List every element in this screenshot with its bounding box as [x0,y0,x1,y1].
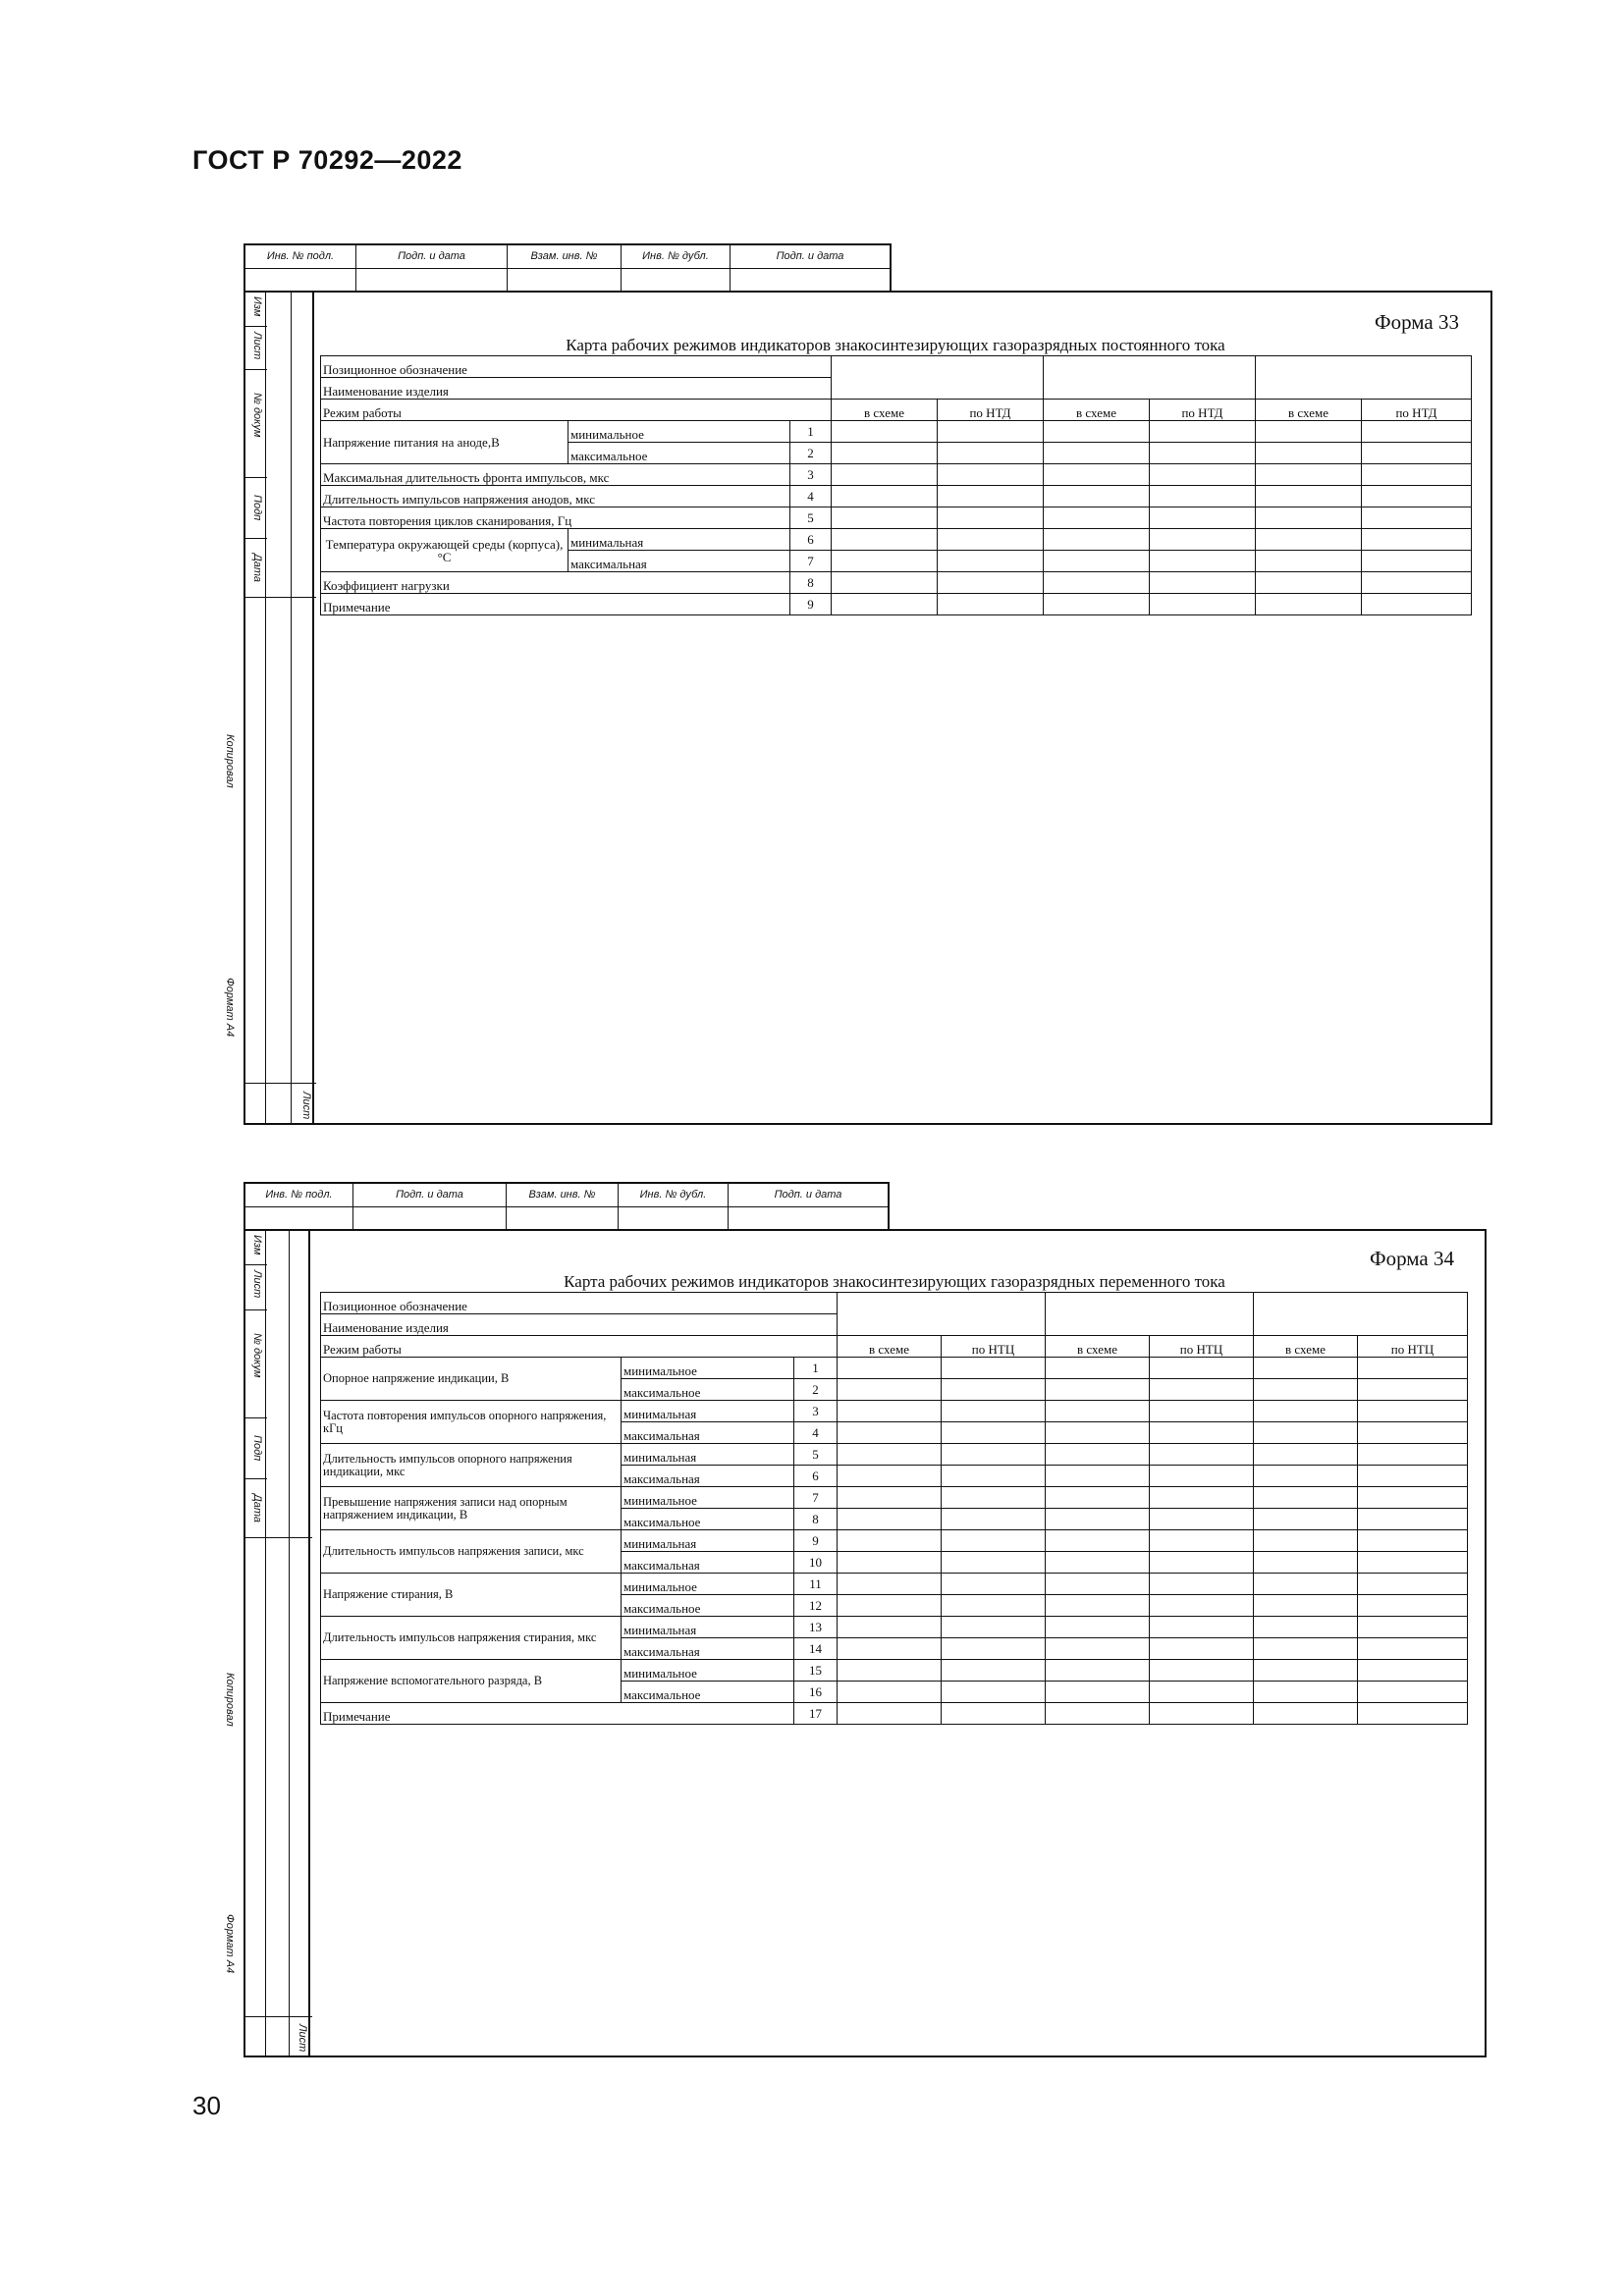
data-cell[interactable] [1150,1401,1254,1422]
param-label: Длительность импульсов напряжения анодов, мкс [321,486,790,507]
data-cell[interactable] [1150,1638,1254,1660]
data-cell[interactable] [1254,1422,1358,1444]
data-cell[interactable] [1150,1466,1254,1487]
data-cell[interactable] [1046,1401,1150,1422]
data-cell[interactable] [838,1444,942,1466]
param-label: Примечание [321,594,790,615]
data-cell[interactable] [942,1466,1046,1487]
form-33-stamp-strip [244,243,892,293]
data-cell[interactable] [1150,1552,1254,1574]
data-cell[interactable] [1254,1682,1358,1703]
form-34-row-name: Наименование изделия [321,1314,838,1336]
form-33-block-cell[interactable] [1044,356,1256,400]
data-cell[interactable] [838,1509,942,1530]
data-cell[interactable] [838,1574,942,1595]
page-number: 30 [192,2091,221,2120]
data-cell[interactable] [1358,1552,1468,1574]
data-cell[interactable] [832,464,938,486]
form-33-row-mode: Режим работы [321,400,832,421]
data-cell[interactable] [1150,529,1256,551]
data-cell[interactable] [1046,1552,1150,1574]
data-cell[interactable] [1046,1530,1150,1552]
data-cell[interactable] [1362,486,1472,507]
form-34-left-strip [244,1229,310,2057]
param-label: Превышение напряжения записи над опорным напряжением индикации, В [321,1487,622,1530]
data-cell[interactable] [838,1595,942,1617]
data-cell[interactable] [832,594,938,615]
data-cell[interactable] [1046,1595,1150,1617]
data-cell[interactable] [1046,1422,1150,1444]
data-cell[interactable] [838,1703,942,1725]
col-header: в схеме [832,400,938,421]
data-cell[interactable] [1150,507,1256,529]
stamp-value-cell [356,269,508,291]
form-33-left-strip [244,291,314,1125]
data-cell[interactable] [838,1379,942,1401]
param-label: Длительность импульсов напряжения записи, мкс [321,1530,622,1574]
stamp-value-cell [729,1207,888,1229]
data-cell[interactable] [942,1444,1046,1466]
row-number: 5 [794,1444,838,1466]
row-number: 7 [790,551,832,572]
data-cell[interactable] [1150,464,1256,486]
data-cell[interactable] [1358,1530,1468,1552]
data-cell[interactable] [1362,529,1472,551]
form-33-row-position: Позиционное обозначение [321,356,832,378]
data-cell[interactable] [1362,421,1472,443]
data-cell[interactable] [1150,1358,1254,1379]
data-cell[interactable] [1150,1530,1254,1552]
data-cell[interactable] [1044,464,1150,486]
data-cell[interactable] [1358,1401,1468,1422]
data-cell[interactable] [832,421,938,443]
data-cell[interactable] [1254,1466,1358,1487]
side-label-format: Формат A4 [224,978,236,1038]
param-label: Температура окружающей среды (корпуса), °С [321,529,568,572]
data-cell[interactable] [1046,1638,1150,1660]
data-cell[interactable] [938,421,1044,443]
data-cell[interactable] [938,507,1044,529]
col-header: по НТЦ [1358,1336,1468,1358]
param-sub-label: минимальная [622,1530,794,1552]
row-number: 9 [794,1530,838,1552]
data-cell[interactable] [832,551,938,572]
form-34-row-mode: Режим работы [321,1336,838,1358]
col-header: в схеме [1254,1336,1358,1358]
data-cell[interactable] [1150,1487,1254,1509]
row-number: 3 [794,1401,838,1422]
form-33-table [320,355,1472,615]
data-cell[interactable] [832,507,938,529]
data-cell[interactable] [1150,1617,1254,1638]
form-34-block-cell[interactable] [838,1293,1046,1336]
param-label: Максимальная длительность фронта импульсов, мкс [321,464,790,486]
data-cell[interactable] [942,1379,1046,1401]
data-cell[interactable] [1358,1379,1468,1401]
param-sub-label: минимальное [622,1660,794,1682]
row-number: 17 [794,1703,838,1725]
data-cell[interactable] [1358,1660,1468,1682]
param-sub-label: максимальная [622,1422,794,1444]
stamp-label-vzam-inv: Взам. инв. № [508,245,622,268]
row-number: 2 [794,1379,838,1401]
form-34-stamp-strip [244,1182,890,1231]
data-cell[interactable] [1046,1487,1150,1509]
data-cell[interactable] [838,1638,942,1660]
data-cell[interactable] [1256,507,1362,529]
data-cell[interactable] [1358,1617,1468,1638]
data-cell[interactable] [942,1509,1046,1530]
data-cell[interactable] [942,1703,1046,1725]
data-cell[interactable] [1150,486,1256,507]
stamp-label-inv-dubl: Инв. № дубл. [622,245,731,268]
row-number: 8 [794,1509,838,1530]
param-label: Коэффициент нагрузки [321,572,790,594]
data-cell[interactable] [1046,1574,1150,1595]
data-cell[interactable] [1044,486,1150,507]
data-cell[interactable] [938,551,1044,572]
data-cell[interactable] [938,464,1044,486]
data-cell[interactable] [938,486,1044,507]
stamp-value-cell [731,269,890,291]
data-cell[interactable] [1256,529,1362,551]
data-cell[interactable] [1254,1660,1358,1682]
row-number: 14 [794,1638,838,1660]
col-header: в схеме [1044,400,1150,421]
data-cell[interactable] [942,1617,1046,1638]
data-cell[interactable] [1358,1703,1468,1725]
stamp-value-cell [622,269,731,291]
data-cell[interactable] [1046,1358,1150,1379]
data-cell[interactable] [942,1638,1046,1660]
data-cell[interactable] [938,529,1044,551]
data-cell[interactable] [1358,1487,1468,1509]
data-cell[interactable] [1046,1703,1150,1725]
data-cell[interactable] [838,1682,942,1703]
col-header: по НТЦ [942,1336,1046,1358]
data-cell[interactable] [1044,507,1150,529]
data-cell[interactable] [1254,1638,1358,1660]
data-cell[interactable] [1362,551,1472,572]
data-cell[interactable] [1358,1595,1468,1617]
data-cell[interactable] [838,1552,942,1574]
data-cell[interactable] [1150,443,1256,464]
row-number: 4 [790,486,832,507]
side-label-kopiroval: Копировал [224,1673,236,1727]
param-label: Длительность импульсов опорного напряжения индикации, мкс [321,1444,622,1487]
row-number: 11 [794,1574,838,1595]
form-33-block-cell[interactable] [1256,356,1472,400]
data-cell[interactable] [1254,1401,1358,1422]
data-cell[interactable] [1150,1660,1254,1682]
data-cell[interactable] [1150,1379,1254,1401]
row-number: 13 [794,1617,838,1638]
data-cell[interactable] [1150,1682,1254,1703]
data-cell[interactable] [1256,443,1362,464]
data-cell[interactable] [938,572,1044,594]
stamp-value-cell [507,1207,619,1229]
data-cell[interactable] [1358,1358,1468,1379]
data-cell[interactable] [1358,1638,1468,1660]
data-cell[interactable] [942,1422,1046,1444]
side-label-doc: № докум [251,393,263,438]
data-cell[interactable] [1046,1509,1150,1530]
stamp-label-podp-data-2: Подп. и дата [776,250,844,262]
data-cell[interactable] [832,443,938,464]
param-label: Напряжение вспомогательного разряда, В [321,1660,622,1703]
data-cell[interactable] [1254,1703,1358,1725]
row-number: 6 [794,1466,838,1487]
param-sub-label: минимальная [622,1401,794,1422]
data-cell[interactable] [1358,1509,1468,1530]
data-cell[interactable] [1254,1444,1358,1466]
data-cell[interactable] [838,1422,942,1444]
stamp-label-podp-data: Подп. и дата [353,1184,507,1206]
param-sub-label: максимальное [622,1509,794,1530]
data-cell[interactable] [832,572,938,594]
param-sub-label: минимальное [622,1358,794,1379]
data-cell[interactable] [942,1682,1046,1703]
row-number: 6 [790,529,832,551]
side-label-data: Дата [251,1494,263,1523]
data-cell[interactable] [1150,1574,1254,1595]
param-sub-label: максимальное [622,1682,794,1703]
data-cell[interactable] [1150,421,1256,443]
row-number: 3 [790,464,832,486]
stamp-label-inv-podl: Инв. № подл. [245,1184,353,1206]
form-34-block-cell[interactable] [1046,1293,1254,1336]
param-sub-label: максимальное [622,1595,794,1617]
stamp-value-cell [508,269,622,291]
stamp-value-cell [245,269,356,291]
row-number: 15 [794,1660,838,1682]
form-34-label: Форма 34 [1370,1247,1454,1270]
param-sub-label: максимальная [622,1638,794,1660]
param-label: Частота повторения циклов сканирования, Гц [321,507,790,529]
data-cell[interactable] [832,486,938,507]
data-cell[interactable] [838,1660,942,1682]
data-cell[interactable] [832,529,938,551]
data-cell[interactable] [1046,1682,1150,1703]
side-label-izm: Изм [251,296,263,317]
data-cell[interactable] [1254,1509,1358,1530]
row-number: 2 [790,443,832,464]
row-number: 7 [794,1487,838,1509]
data-cell[interactable] [942,1552,1046,1574]
data-cell[interactable] [838,1487,942,1509]
data-cell[interactable] [942,1487,1046,1509]
param-sub-label: максимальная [568,551,790,572]
document-standard-header: ГОСТ Р 70292—2022 [192,145,462,175]
side-label-data: Дата [251,554,263,583]
form-34-table [320,1292,1468,1725]
param-label: Напряжение стирания, В [321,1574,622,1617]
data-cell[interactable] [1362,507,1472,529]
side-label-izm: Изм [251,1235,263,1255]
side-label-list-bottom: Лист [300,1092,312,1120]
form-34-row-position: Позиционное обозначение [321,1293,838,1314]
data-cell[interactable] [1046,1379,1150,1401]
row-number: 9 [790,594,832,615]
param-sub-label: минимальное [622,1574,794,1595]
stamp-label-vzam-inv: Взам. инв. № [507,1184,619,1206]
param-sub-label: минимальная [622,1444,794,1466]
data-cell[interactable] [1044,529,1150,551]
data-cell[interactable] [942,1574,1046,1595]
data-cell[interactable] [1256,572,1362,594]
data-cell[interactable] [1044,551,1150,572]
data-cell[interactable] [1254,1358,1358,1379]
data-cell[interactable] [1358,1466,1468,1487]
data-cell[interactable] [1150,1703,1254,1725]
param-sub-label: максимальная [622,1552,794,1574]
data-cell[interactable] [1150,1509,1254,1530]
col-header: в схеме [838,1336,942,1358]
col-header: по НТД [938,400,1044,421]
col-header: в схеме [1256,400,1362,421]
data-cell[interactable] [1256,464,1362,486]
param-sub-label: минимальная [622,1617,794,1638]
stamp-value-cell [619,1207,729,1229]
form-33-row-name: Наименование изделия [321,378,832,400]
data-cell[interactable] [1362,464,1472,486]
data-cell[interactable] [938,443,1044,464]
param-sub-label: максимальное [622,1379,794,1401]
data-cell[interactable] [1044,421,1150,443]
data-cell[interactable] [1256,486,1362,507]
data-cell[interactable] [1256,421,1362,443]
side-label-list: Лист [251,332,263,360]
param-sub-label: минимальное [568,421,790,443]
form-33-block-cell[interactable] [832,356,1044,400]
param-sub-label: минимальная [568,529,790,551]
side-label-format: Формат A4 [224,1914,236,1974]
data-cell[interactable] [1362,594,1472,615]
data-cell[interactable] [1150,551,1256,572]
stamp-label-inv-dubl: Инв. № дубл. [619,1184,729,1206]
form-33-label: Форма 33 [1375,310,1459,334]
data-cell[interactable] [1044,572,1150,594]
data-cell[interactable] [1254,1574,1358,1595]
stamp-label-podp-data-2: Подп. и дата [774,1189,842,1201]
side-label-podp: Подп [251,495,263,521]
data-cell[interactable] [1044,443,1150,464]
data-cell[interactable] [1254,1552,1358,1574]
stamp-label-inv-podl: Инв. № подл. [245,245,356,268]
data-cell[interactable] [1150,1422,1254,1444]
data-cell[interactable] [942,1401,1046,1422]
data-cell[interactable] [838,1530,942,1552]
data-cell[interactable] [838,1401,942,1422]
data-cell[interactable] [1358,1444,1468,1466]
stamp-value-cell [353,1207,507,1229]
data-cell[interactable] [1044,594,1150,615]
col-header: по НТЦ [1150,1336,1254,1358]
data-cell[interactable] [1254,1487,1358,1509]
data-cell[interactable] [1254,1379,1358,1401]
param-sub-label: минимальное [622,1487,794,1509]
form-34-title: Карта рабочих режимов индикаторов знакосинтезирующих газоразрядных переменного тока [564,1272,1225,1291]
data-cell[interactable] [838,1358,942,1379]
data-cell[interactable] [942,1595,1046,1617]
col-header: по НТД [1150,400,1256,421]
data-cell[interactable] [1358,1574,1468,1595]
data-cell[interactable] [1256,594,1362,615]
row-number: 1 [790,421,832,443]
data-cell[interactable] [1150,1444,1254,1466]
data-cell[interactable] [1150,572,1256,594]
row-number: 1 [794,1358,838,1379]
param-label: Напряжение питания на аноде,В [321,421,568,464]
data-cell[interactable] [1046,1466,1150,1487]
data-cell[interactable] [1362,443,1472,464]
col-header: в схеме [1046,1336,1150,1358]
data-cell[interactable] [1046,1660,1150,1682]
data-cell[interactable] [1254,1595,1358,1617]
stamp-value-cell [245,1207,353,1229]
side-label-list-bottom: Лист [297,2024,308,2053]
param-label: Примечание [321,1703,794,1725]
side-label-podp: Подп [251,1435,263,1462]
form-34-block-cell[interactable] [1254,1293,1468,1336]
data-cell[interactable] [1358,1422,1468,1444]
param-label: Частота повторения импульсов опорного напряжения, кГц [321,1401,622,1444]
data-cell[interactable] [1358,1682,1468,1703]
data-cell[interactable] [942,1530,1046,1552]
side-label-list: Лист [251,1270,263,1299]
row-number: 16 [794,1682,838,1703]
row-number: 4 [794,1422,838,1444]
row-number: 12 [794,1595,838,1617]
data-cell[interactable] [1254,1530,1358,1552]
data-cell[interactable] [1150,1595,1254,1617]
side-label-kopiroval: Копировал [224,734,236,788]
data-cell[interactable] [938,594,1044,615]
param-label: Длительность импульсов напряжения стирания, мкс [321,1617,622,1660]
param-sub-label: максимальная [622,1466,794,1487]
stamp-label-podp-data: Подп. и дата [356,245,508,268]
row-number: 5 [790,507,832,529]
data-cell[interactable] [1254,1617,1358,1638]
data-cell[interactable] [1150,594,1256,615]
param-sub-label: максимальное [568,443,790,464]
data-cell[interactable] [1362,572,1472,594]
data-cell[interactable] [1256,551,1362,572]
col-header: по НТД [1362,400,1472,421]
side-label-doc: № докум [251,1333,263,1378]
data-cell[interactable] [1046,1617,1150,1638]
data-cell[interactable] [838,1466,942,1487]
data-cell[interactable] [942,1358,1046,1379]
row-number: 8 [790,572,832,594]
data-cell[interactable] [1046,1444,1150,1466]
data-cell[interactable] [942,1660,1046,1682]
data-cell[interactable] [838,1617,942,1638]
form-33-title: Карта рабочих режимов индикаторов знакосинтезирующих газоразрядных постоянного тока [566,336,1225,354]
row-number: 10 [794,1552,838,1574]
param-label: Опорное напряжение индикации, В [321,1358,622,1401]
